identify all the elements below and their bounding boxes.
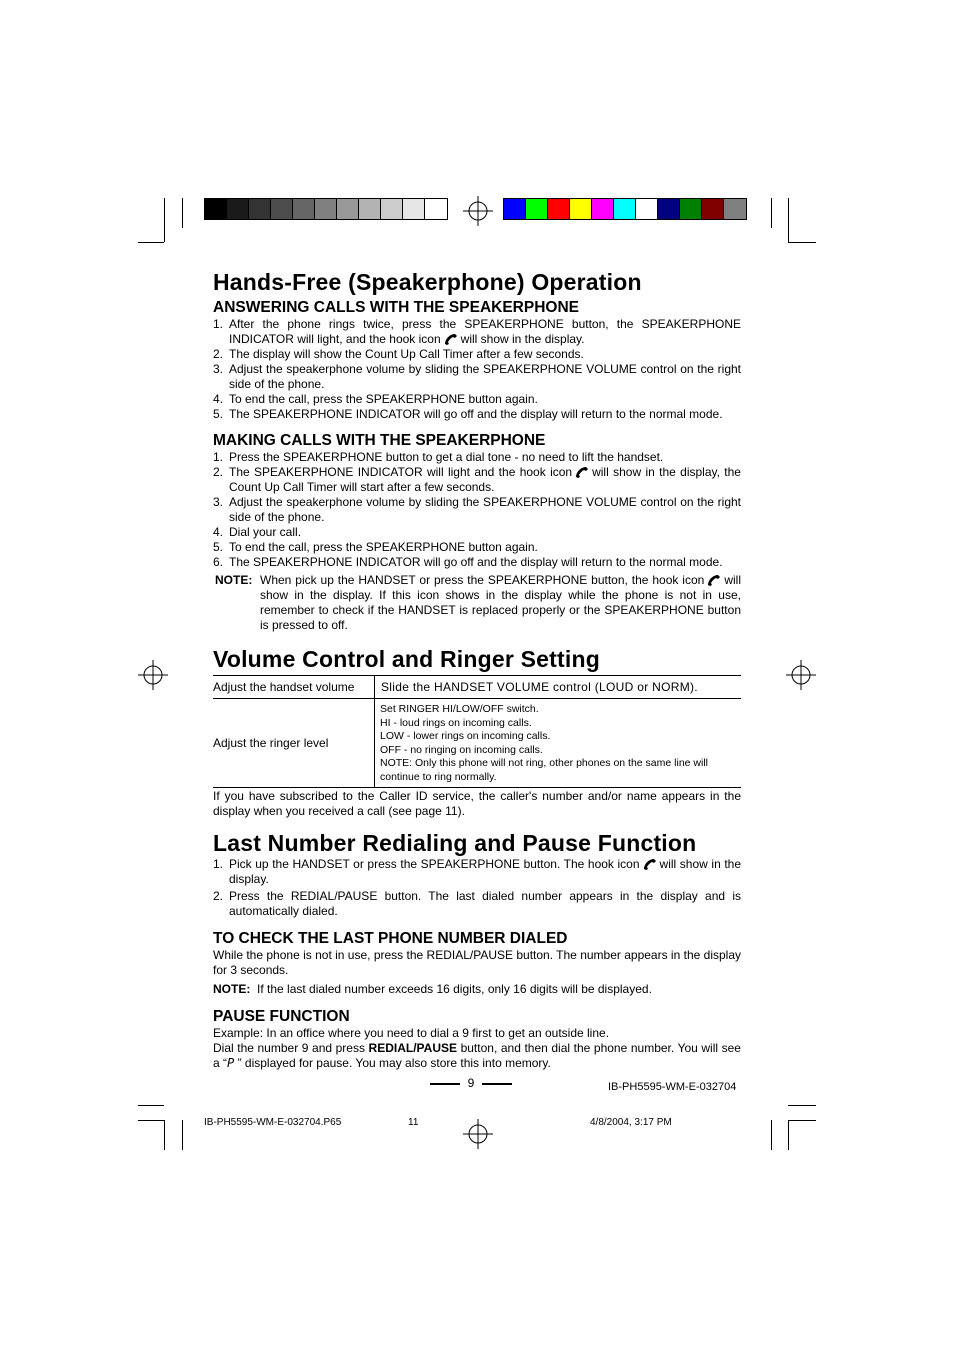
color-swatch: [337, 199, 359, 219]
table-cell: Adjust the ringer level: [213, 699, 375, 788]
ringer-line: NOTE: Only this phone will not ring, other phones on the same line will continue to ring normally.: [380, 757, 708, 783]
registration-target-icon: [786, 660, 816, 690]
list-item: 2. The display will show the Count Up Call Timer after a few seconds.: [213, 347, 584, 361]
color-swatch: [381, 199, 403, 219]
table-cell: [375, 699, 742, 788]
ringer-line: LOW - lower rings on incoming calls.: [380, 730, 551, 742]
color-swatch: [526, 199, 548, 219]
color-swatch: [548, 199, 570, 219]
color-swatch: [271, 199, 293, 219]
heading-answering-calls: ANSWERING CALLS WITH THE SPEAKERPHONE: [213, 299, 579, 316]
crop-mark: [788, 242, 816, 243]
grayscale-bar: [204, 198, 448, 220]
crop-mark: [138, 1105, 164, 1106]
table-cell: Adjust the handset volume: [213, 676, 375, 699]
hook-icon: [444, 333, 458, 345]
list-item: 5. To end the call, press the SPEAKERPHONE button again.: [213, 540, 538, 554]
section-title-volume: Volume Control and Ringer Setting: [213, 646, 600, 672]
page-number-block: [430, 1076, 512, 1090]
pause-example: Example: In an office where you need to dial a 9 first to get an outside line.: [213, 1026, 610, 1040]
color-swatch: [227, 199, 249, 219]
hook-icon: [643, 858, 657, 870]
volume-ringer-table: [213, 675, 741, 788]
list-item: 5. The SPEAKERPHONE INDICATOR will go off and the display will return to the normal mode.: [213, 407, 723, 421]
color-swatch: [702, 199, 724, 219]
crop-mark: [788, 1120, 789, 1150]
color-swatch: [425, 199, 447, 219]
page-number: 9: [467, 1076, 475, 1090]
color-swatch: [724, 199, 746, 219]
pause-instructions: Dial the number 9 and press REDIAL/PAUSE button, and then dial the phone number. You will see a “P ” displayed for pause. You may also store this into memory.: [213, 1041, 741, 1070]
pause-character: P: [227, 1056, 235, 1070]
sheet-number: 11: [408, 1117, 419, 1128]
color-swatch: [359, 199, 381, 219]
making-steps: [213, 450, 741, 570]
ringer-line: Set RINGER HI/LOW/OFF switch.: [380, 703, 539, 715]
heading-making-calls: MAKING CALLS WITH THE SPEAKERPHONE: [213, 432, 546, 449]
color-swatch: [592, 199, 614, 219]
list-item: 4. Dial your call.: [213, 525, 302, 539]
color-swatch: [293, 199, 315, 219]
speakerphone-note: NOTE: When pick up the HANDSET or press the SPEAKERPHONE button, the hook icon will show in the display. If this icon shows in the display while the phone is not in use, remember to check if the HANDSET is replaced properly or the SPEAKERPHONE button is pressed to off.: [215, 573, 741, 632]
heading-check-last-number: TO CHECK THE LAST PHONE NUMBER DIALED: [213, 930, 568, 947]
registration-target-icon: [463, 196, 493, 226]
color-swatch: [636, 199, 658, 219]
color-swatch: [614, 199, 636, 219]
list-item: 2. The SPEAKERPHONE INDICATOR will light and the hook icon will show in the display, the Count Up Call Timer will start after a few seconds.: [213, 465, 741, 494]
section-title-redial: Last Number Redialing and Pause Function: [213, 830, 697, 856]
file-name: IB-PH5595-WM-E-032704.P65: [204, 1117, 342, 1128]
crop-mark: [138, 1120, 164, 1121]
crop-mark: [771, 198, 772, 228]
table-row: [213, 699, 741, 788]
list-item: 1. Press the SPEAKERPHONE button to get a dial tone - no need to lift the handset.: [213, 450, 664, 464]
page-content: [213, 268, 741, 1071]
color-swatch: [315, 199, 337, 219]
crop-mark: [788, 1105, 816, 1106]
note-label: NOTE:: [213, 982, 251, 996]
registration-target-icon: [138, 660, 168, 690]
registration-target-icon: [463, 1119, 493, 1149]
check-text: While the phone is not in use, press the REDIAL/PAUSE button. The number appears in the display for 3 seconds.: [213, 948, 741, 977]
list-item: 4. To end the call, press the SPEAKERPHONE button again.: [213, 392, 538, 406]
hook-icon: [575, 466, 589, 478]
redial-steps: [213, 857, 741, 919]
hook-icon: [707, 574, 721, 586]
list-item: 2. Press the REDIAL/PAUSE button. The last dialed number appears in the display and is automatically dialed.: [213, 889, 741, 918]
note-label: NOTE:: [215, 573, 253, 587]
list-item: 1. After the phone rings twice, press the SPEAKERPHONE button, the SPEAKERPHONE INDICATOR will light, and the hook icon will show in the display.: [213, 317, 741, 346]
doc-code: IB-PH5595-WM-E-032704: [608, 1081, 737, 1093]
crop-mark: [788, 198, 789, 242]
crop-mark: [164, 1120, 165, 1150]
answering-steps: [213, 317, 741, 422]
color-swatch: [570, 199, 592, 219]
color-swatch: [205, 199, 227, 219]
color-swatch: [403, 199, 425, 219]
list-item: 6. The SPEAKERPHONE INDICATOR will go off and the display will return to the normal mode.: [213, 555, 723, 569]
table-cell: Slide the HANDSET VOLUME control (LOUD or NORM).: [375, 676, 742, 699]
list-item: 1. Pick up the HANDSET or press the SPEAKERPHONE button. The hook icon will show in the display.: [213, 857, 742, 886]
crop-mark: [138, 242, 164, 243]
list-item: 3. Adjust the speakerphone volume by sliding the SPEAKERPHONE VOLUME control on the right side of the phone.: [213, 362, 741, 391]
color-swatch: [504, 199, 526, 219]
color-swatch: [658, 199, 680, 219]
check-note: NOTE: If the last dialed number exceeds 16 digits, only 16 digits will be displayed.: [213, 982, 652, 996]
crop-mark: [164, 198, 165, 242]
list-item: 3. Adjust the speakerphone volume by sliding the SPEAKERPHONE VOLUME control on the right side of the phone.: [213, 495, 741, 524]
caller-id-text: If you have subscribed to the Caller ID service, the caller's number and/or name appears in the display when you received a call (see page 11).: [213, 789, 741, 818]
print-date: 4/8/2004, 3:17 PM: [590, 1117, 672, 1128]
color-swatch: [680, 199, 702, 219]
heading-pause-function: PAUSE FUNCTION: [213, 1008, 350, 1025]
color-swatch: [249, 199, 271, 219]
color-bar: [503, 198, 747, 220]
crop-mark: [788, 1120, 816, 1121]
crop-mark: [182, 198, 183, 228]
table-row: [213, 676, 741, 699]
crop-mark: [771, 1120, 772, 1150]
ringer-line: OFF - no ringing on incoming calls.: [380, 743, 543, 756]
section-title-speakerphone: Hands-Free (Speakerphone) Operation: [213, 269, 642, 295]
crop-mark: [182, 1120, 183, 1150]
ringer-line: HI - loud rings on incoming calls.: [380, 716, 532, 729]
